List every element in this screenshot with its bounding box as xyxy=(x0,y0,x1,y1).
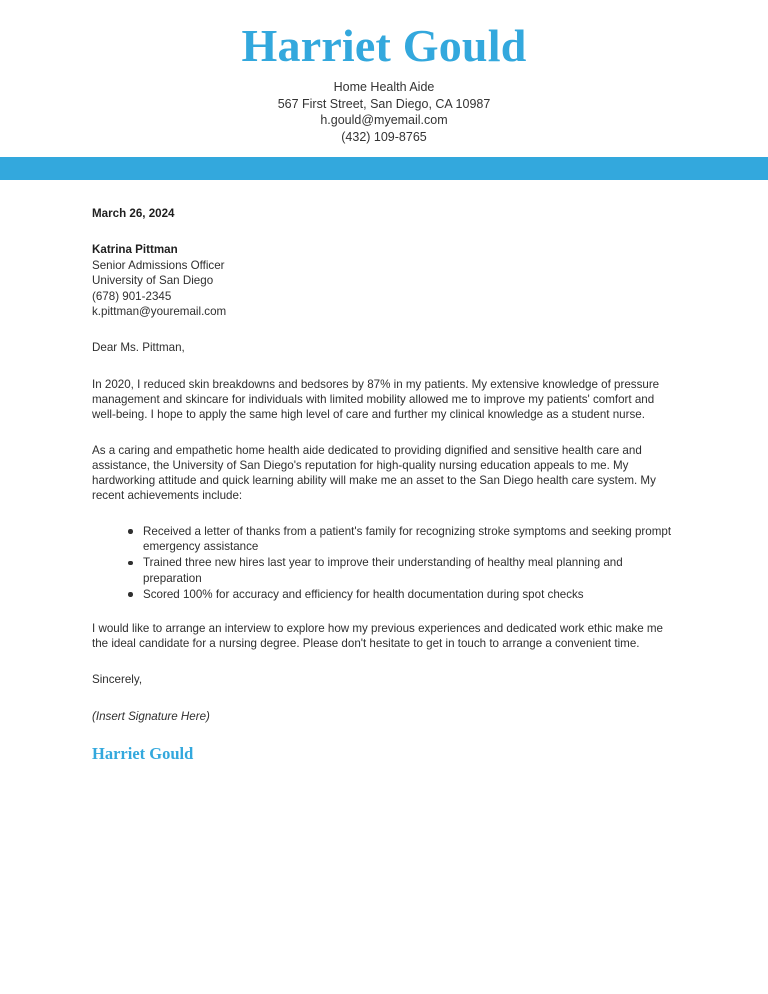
salutation: Dear Ms. Pittman, xyxy=(92,341,185,355)
list-item xyxy=(128,524,674,555)
signature-name: Harriet Gould xyxy=(92,744,194,764)
letter-date: March 26, 2024 xyxy=(92,207,175,220)
candidate-email: h.gould@myemail.com xyxy=(320,113,448,128)
list-item xyxy=(128,555,674,586)
recipient-organization: University of San Diego xyxy=(92,274,214,288)
accent-divider-bar xyxy=(0,157,768,180)
closing-paragraph: I would like to arrange an interview to explore how my previous experiences and dedicated work ethic make me the ideal candidate for a nursing degree. Please don't hesitate to get in touch to arrange a convenient time. xyxy=(92,622,663,651)
letter-body xyxy=(92,206,674,762)
bullet-icon xyxy=(128,561,133,566)
recipient-block xyxy=(92,242,674,319)
bullet-icon xyxy=(128,529,133,534)
candidate-phone: (432) 109-8765 xyxy=(341,129,427,144)
letter-header xyxy=(0,0,768,145)
achievement-text: Trained three new hires last year to improve their understanding of healthy meal planning and preparation xyxy=(143,556,623,585)
achievement-text: Scored 100% for accuracy and efficiency for health documentation during spot checks xyxy=(143,587,584,601)
recipient-title: Senior Admissions Officer xyxy=(92,258,225,272)
recipient-name: Katrina Pittman xyxy=(92,243,178,257)
body-paragraph-2: As a caring and empathetic home health aide dedicated to providing dignified and sensitive health care and assistance, the University of San Diego's reputation for high-quality nursing education appeals to me. My hardworking attitude and quick learning ability will make me an asset to the San Diego health care system. My recent achievements include: xyxy=(92,443,656,503)
candidate-address: 567 First Street, San Diego, CA 10987 xyxy=(277,96,491,111)
signature-placeholder: (Insert Signature Here) xyxy=(92,710,210,724)
list-item xyxy=(128,587,674,602)
recipient-email: k.pittman@youremail.com xyxy=(92,304,227,318)
bullet-icon xyxy=(128,592,133,597)
body-paragraph-1: In 2020, I reduced skin breakdowns and bedsores by 87% in my patients. My extensive knowledge of pressure management and skincare for individuals with limited mobility allowed me to improve my patients' comfort and well-being. I hope to apply the same high level of care and further my clinical knowledge as a student nurse. xyxy=(92,377,660,422)
closing-salutation: Sincerely, xyxy=(92,672,143,686)
candidate-job-title: Home Health Aide xyxy=(333,80,435,95)
recipient-phone: (678) 901-2345 xyxy=(92,289,172,303)
candidate-name: Harriet Gould xyxy=(241,20,527,71)
achievements-list xyxy=(92,524,674,602)
achievement-text: Received a letter of thanks from a patient's family for recognizing stroke symptoms and seeking prompt emergency assistance xyxy=(143,524,672,553)
